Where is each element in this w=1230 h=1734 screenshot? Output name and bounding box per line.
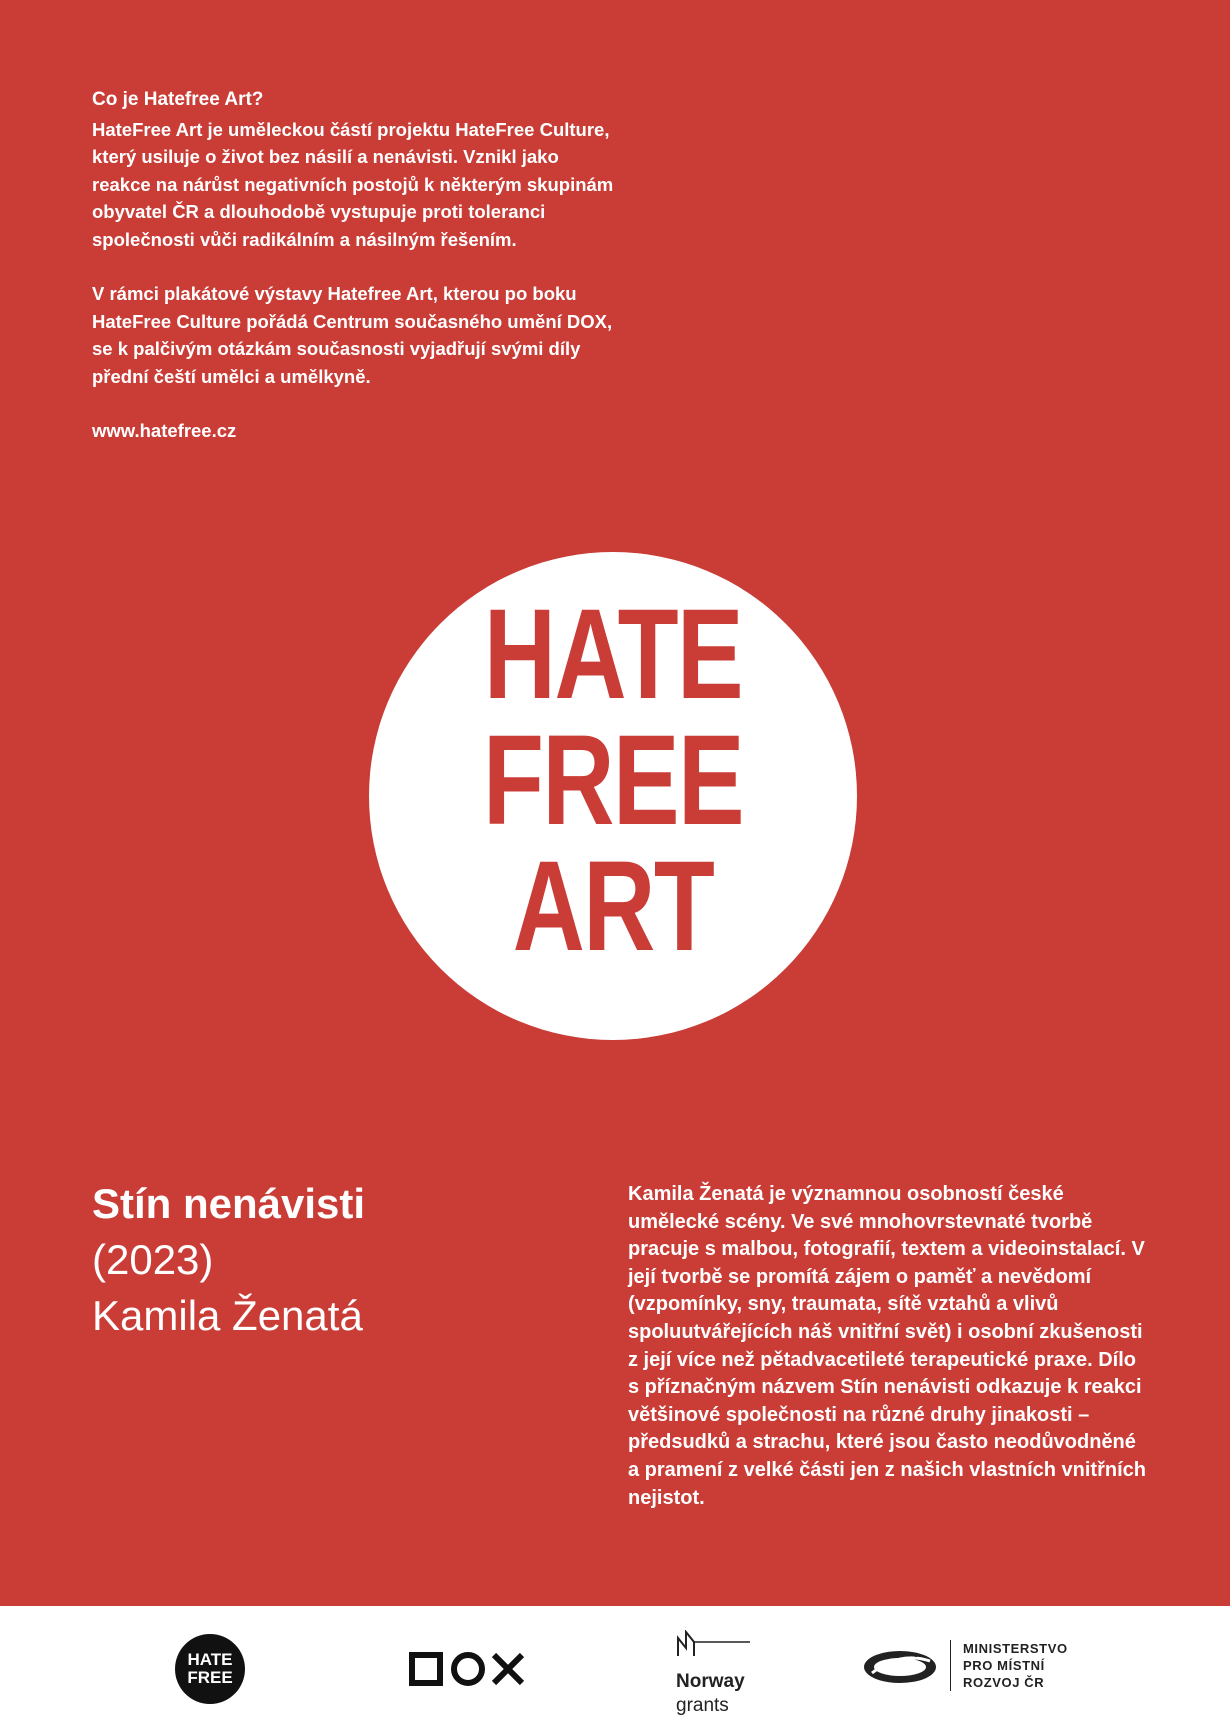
intro-section	[92, 86, 622, 472]
ministry-line1: MINISTERSTVO	[963, 1641, 1068, 1656]
hatefree-art-logo	[369, 552, 857, 1040]
ministry-emblem-icon	[860, 1643, 940, 1689]
hatefree-logo-line1: HATE	[187, 1650, 233, 1669]
ministry-line3: ROZVOJ ČR	[963, 1675, 1045, 1690]
hatefree-logo-line2: FREE	[187, 1668, 233, 1687]
dox-logo[interactable]	[408, 1644, 528, 1694]
artwork-year: (2023)	[92, 1236, 214, 1283]
artist-description: Kamila Ženatá je významnou osobností české umělecké scény. Ve své mnohovrstevnaté tvorbě pracuje s malbou, fotografií, textem a videoinstalací. V její tvorbě se promítá zájem o paměť a nevědomí (vzpomínky, sny, traumata, sítě vztahů a vlivů spoluutvářejících náš vnitřní svět) i osobní zkušenosti z její více než pětadvacetileté terapeutické praxe. Dílo s příznačným názvem Stín nenávisti odkazuje k reakci většinové společnosti na různé druhy jinakosti – předsudků a strachu, které jsou často neodůvodněné a pramení z velké části jen z našich vlastních vnitřních nejistot.	[628, 1183, 1146, 1509]
artwork-info	[92, 1176, 562, 1344]
ministry-line2: PRO MÍSTNÍ	[963, 1658, 1045, 1673]
artwork-title: Stín nenávisti	[92, 1180, 366, 1227]
logo-line-hate: HATE	[483, 583, 743, 726]
artist-name: Kamila Ženatá	[92, 1292, 363, 1339]
dox-logo-icon	[408, 1649, 528, 1689]
norway-grants-logo[interactable]	[676, 1630, 752, 1717]
hatefree-logo[interactable]	[175, 1634, 245, 1704]
logo-line-art: ART	[512, 835, 714, 978]
ministry-logo[interactable]	[860, 1640, 1068, 1691]
intro-paragraph-2: V rámci plakátové výstavy Hatefree Art, kterou po boku HateFree Culture pořádá Centrum současného umění DOX, se k palčivým otázkám současnosti vyjadřují svými díly přední čeští umělci a umělkyně.	[92, 283, 613, 387]
norway-label: Norway	[676, 1671, 745, 1692]
website-link[interactable]: www.hatefree.cz	[92, 420, 237, 441]
footer-partners	[0, 1606, 1230, 1734]
logo-line-free: FREE	[482, 709, 744, 852]
intro-heading: Co je Hatefree Art?	[92, 89, 264, 110]
intro-paragraph-1: HateFree Art je uměleckou částí projektu HateFree Culture, který usiluje o život bez násilí a nenávisti. Vznikl jako reakce na nárůst negativních postojů k některým skupinám obyvatel ČR a dlouhodobě vystupuje proti toleranci společnosti vůči radikálním a násilným řešením.	[92, 118, 614, 250]
grants-label: grants	[676, 1695, 729, 1716]
norway-grants-icon	[676, 1630, 752, 1658]
